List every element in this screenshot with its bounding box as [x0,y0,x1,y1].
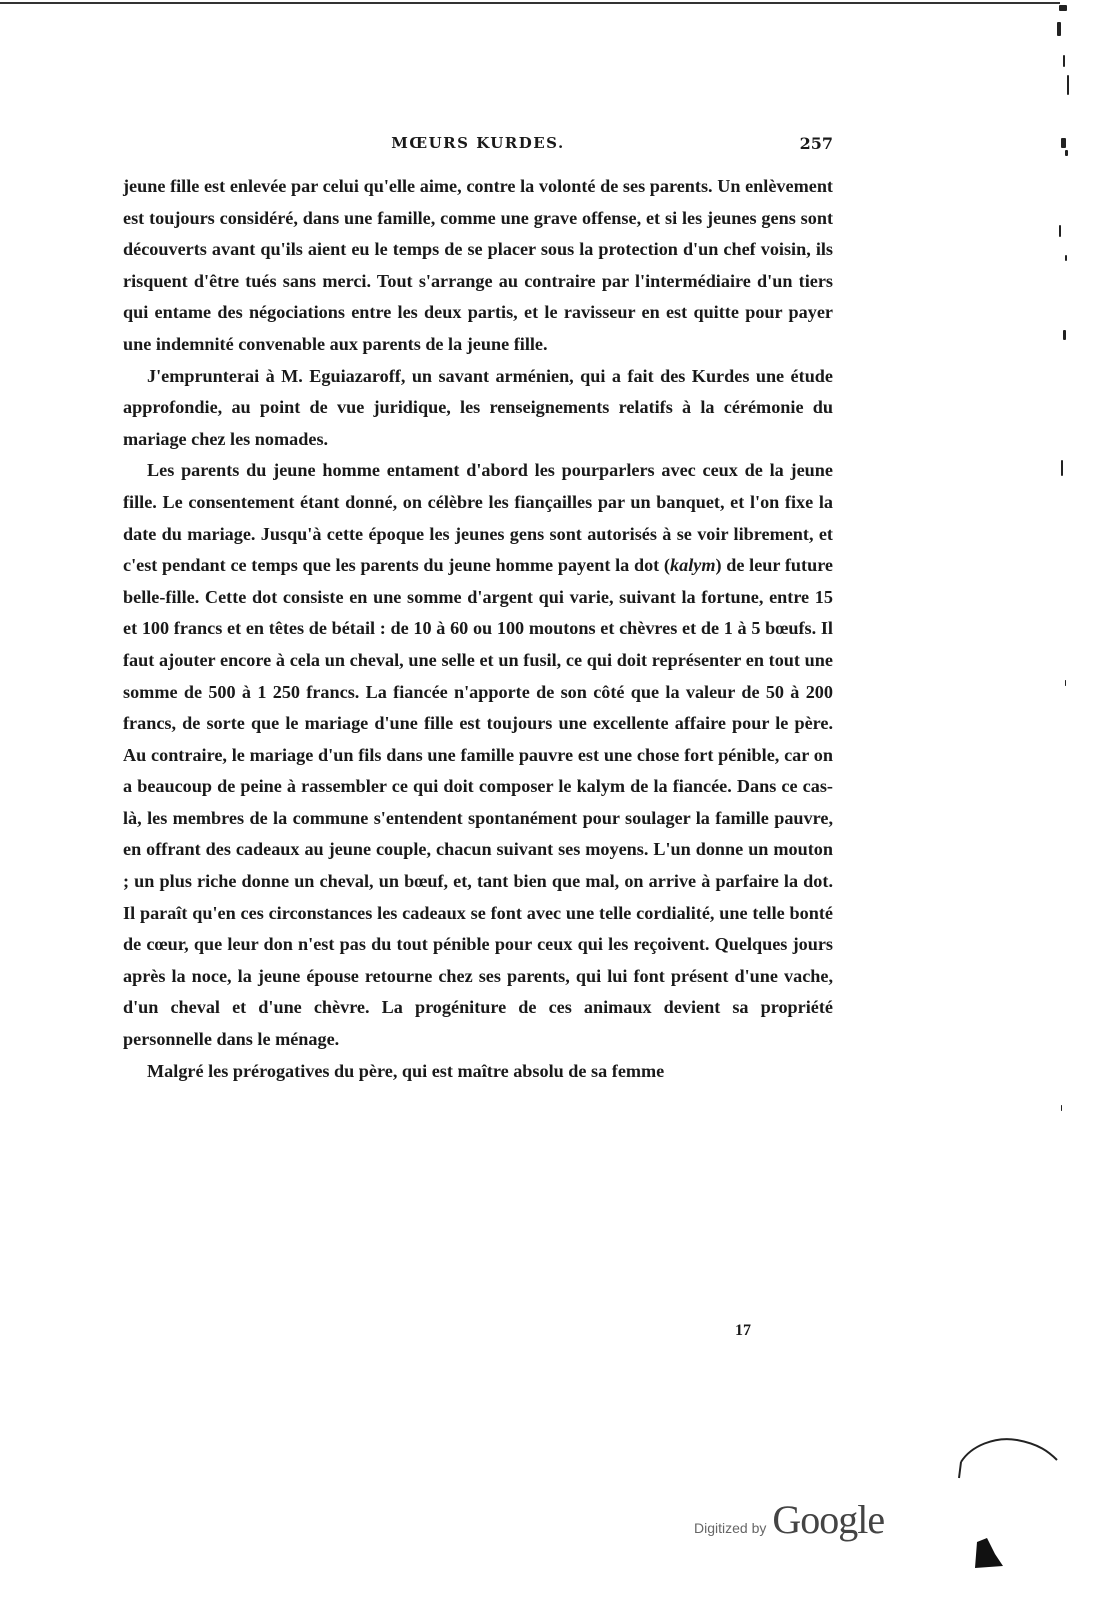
running-title: MŒURS KURDES. [391,134,565,152]
margin-scan-marks [1039,0,1079,1600]
signature-mark: 17 [735,1322,751,1339]
paragraph-4: Malgré les prérogatives du père, qui est maître absolu de sa femme [147,1060,665,1081]
italic-term-kalym: kalym [670,555,716,576]
paragraph-2: J'emprunterai à M. Eguiazaroff, un savant arménien, qui a fait des Kurdes une étude approfondie, au point de vue juridique, les renseignements relatifs à la cérémonie du mariage chez les nomades. [123,365,833,449]
watermark-prefix: Digitized by [694,1520,767,1536]
paragraph-3-after: ) de leur future belle-fille. Cette dot consiste en une somme d'argent qui varie, suivant la fortune, entre 15 et 100 francs et en têtes de bétail : de 10 à 60 ou 100 moutons et chèvres et de 1 à 5 bœufs. Il faut ajouter encore à cela un cheval, une selle et un fusil, ce qui doit représenter en tout une somme de 500 à 1 250 francs. La fiancée n'apporte de son côté que la valeur de 50 à 200 francs, de sorte que le mariage d'une fille est toujours une excellente affaire pour le père. Au contraire, le mariage d'un fils dans une famille pauvre est une chose fort pénible, car on a beaucoup de peine à rassembler ce qui doit composer le kalym de la fiancée. Dans ce cas-là, les membres de la commune s'entendent spontanément pour soulager la famille pauvre, en offrant des cadeaux au jeune couple, chacun suivant ses moyens. L'un donne un mouton ; un plus riche donne un cheval, un bœuf, et, tant bien que mal, on arrive à parfaire la dot. Il paraît qu'en ces circonstances les cadeaux se font avec une telle cordialité, une telle bonté de cœur, que leur don n'est pas du tout pénible pour ceux qui les reçoivent. Quelques jours après la noce, la jeune épouse retourne chez ses parents, qui lui font présent d'une vache, d'un cheval et d'une chèvre. La progéniture de ces animaux devient sa propriété personnelle dans le ménage. [123,555,834,1050]
paragraph-3-before: Les parents du jeune homme entament d'abord les pourparlers avec ceux de la jeune fille. Le consentement étant donné, on célèbre les fiançailles par un banquet, et l'on fixe la date du mariage. Jusqu'à cette époque les jeunes gens sont autorisés à se voir librement, et c'est pendant ce temps que les parents du jeune homme payent la dot ( [123,460,833,576]
corner-scan-mark [955,1430,1065,1570]
page-header [123,134,833,158]
paragraph-3 [123,455,833,1055]
digitized-watermark [694,1496,884,1543]
body-text [123,171,833,1087]
top-edge-rule [0,2,1060,4]
watermark-brand: Google [772,1497,885,1542]
paragraph-1: jeune fille est enlevée par celui qu'elle aime, contre la volonté de ses parents. Un enlèvement est toujours considéré, dans une famille, comme une grave offense, et si les jeunes gens sont découverts avant qu'ils aient eu le temps de se placer sous la protection d'un chef voisin, ils risquent d'être tués sans merci. Tout s'arrange au contraire par l'intermédiaire d'un tiers qui entame des négociations entre les deux partis, et le ravisseur en est quitte pour payer une indemnité convenable aux parents de la jeune fille. [123,176,833,354]
page-number: 257 [799,134,833,153]
